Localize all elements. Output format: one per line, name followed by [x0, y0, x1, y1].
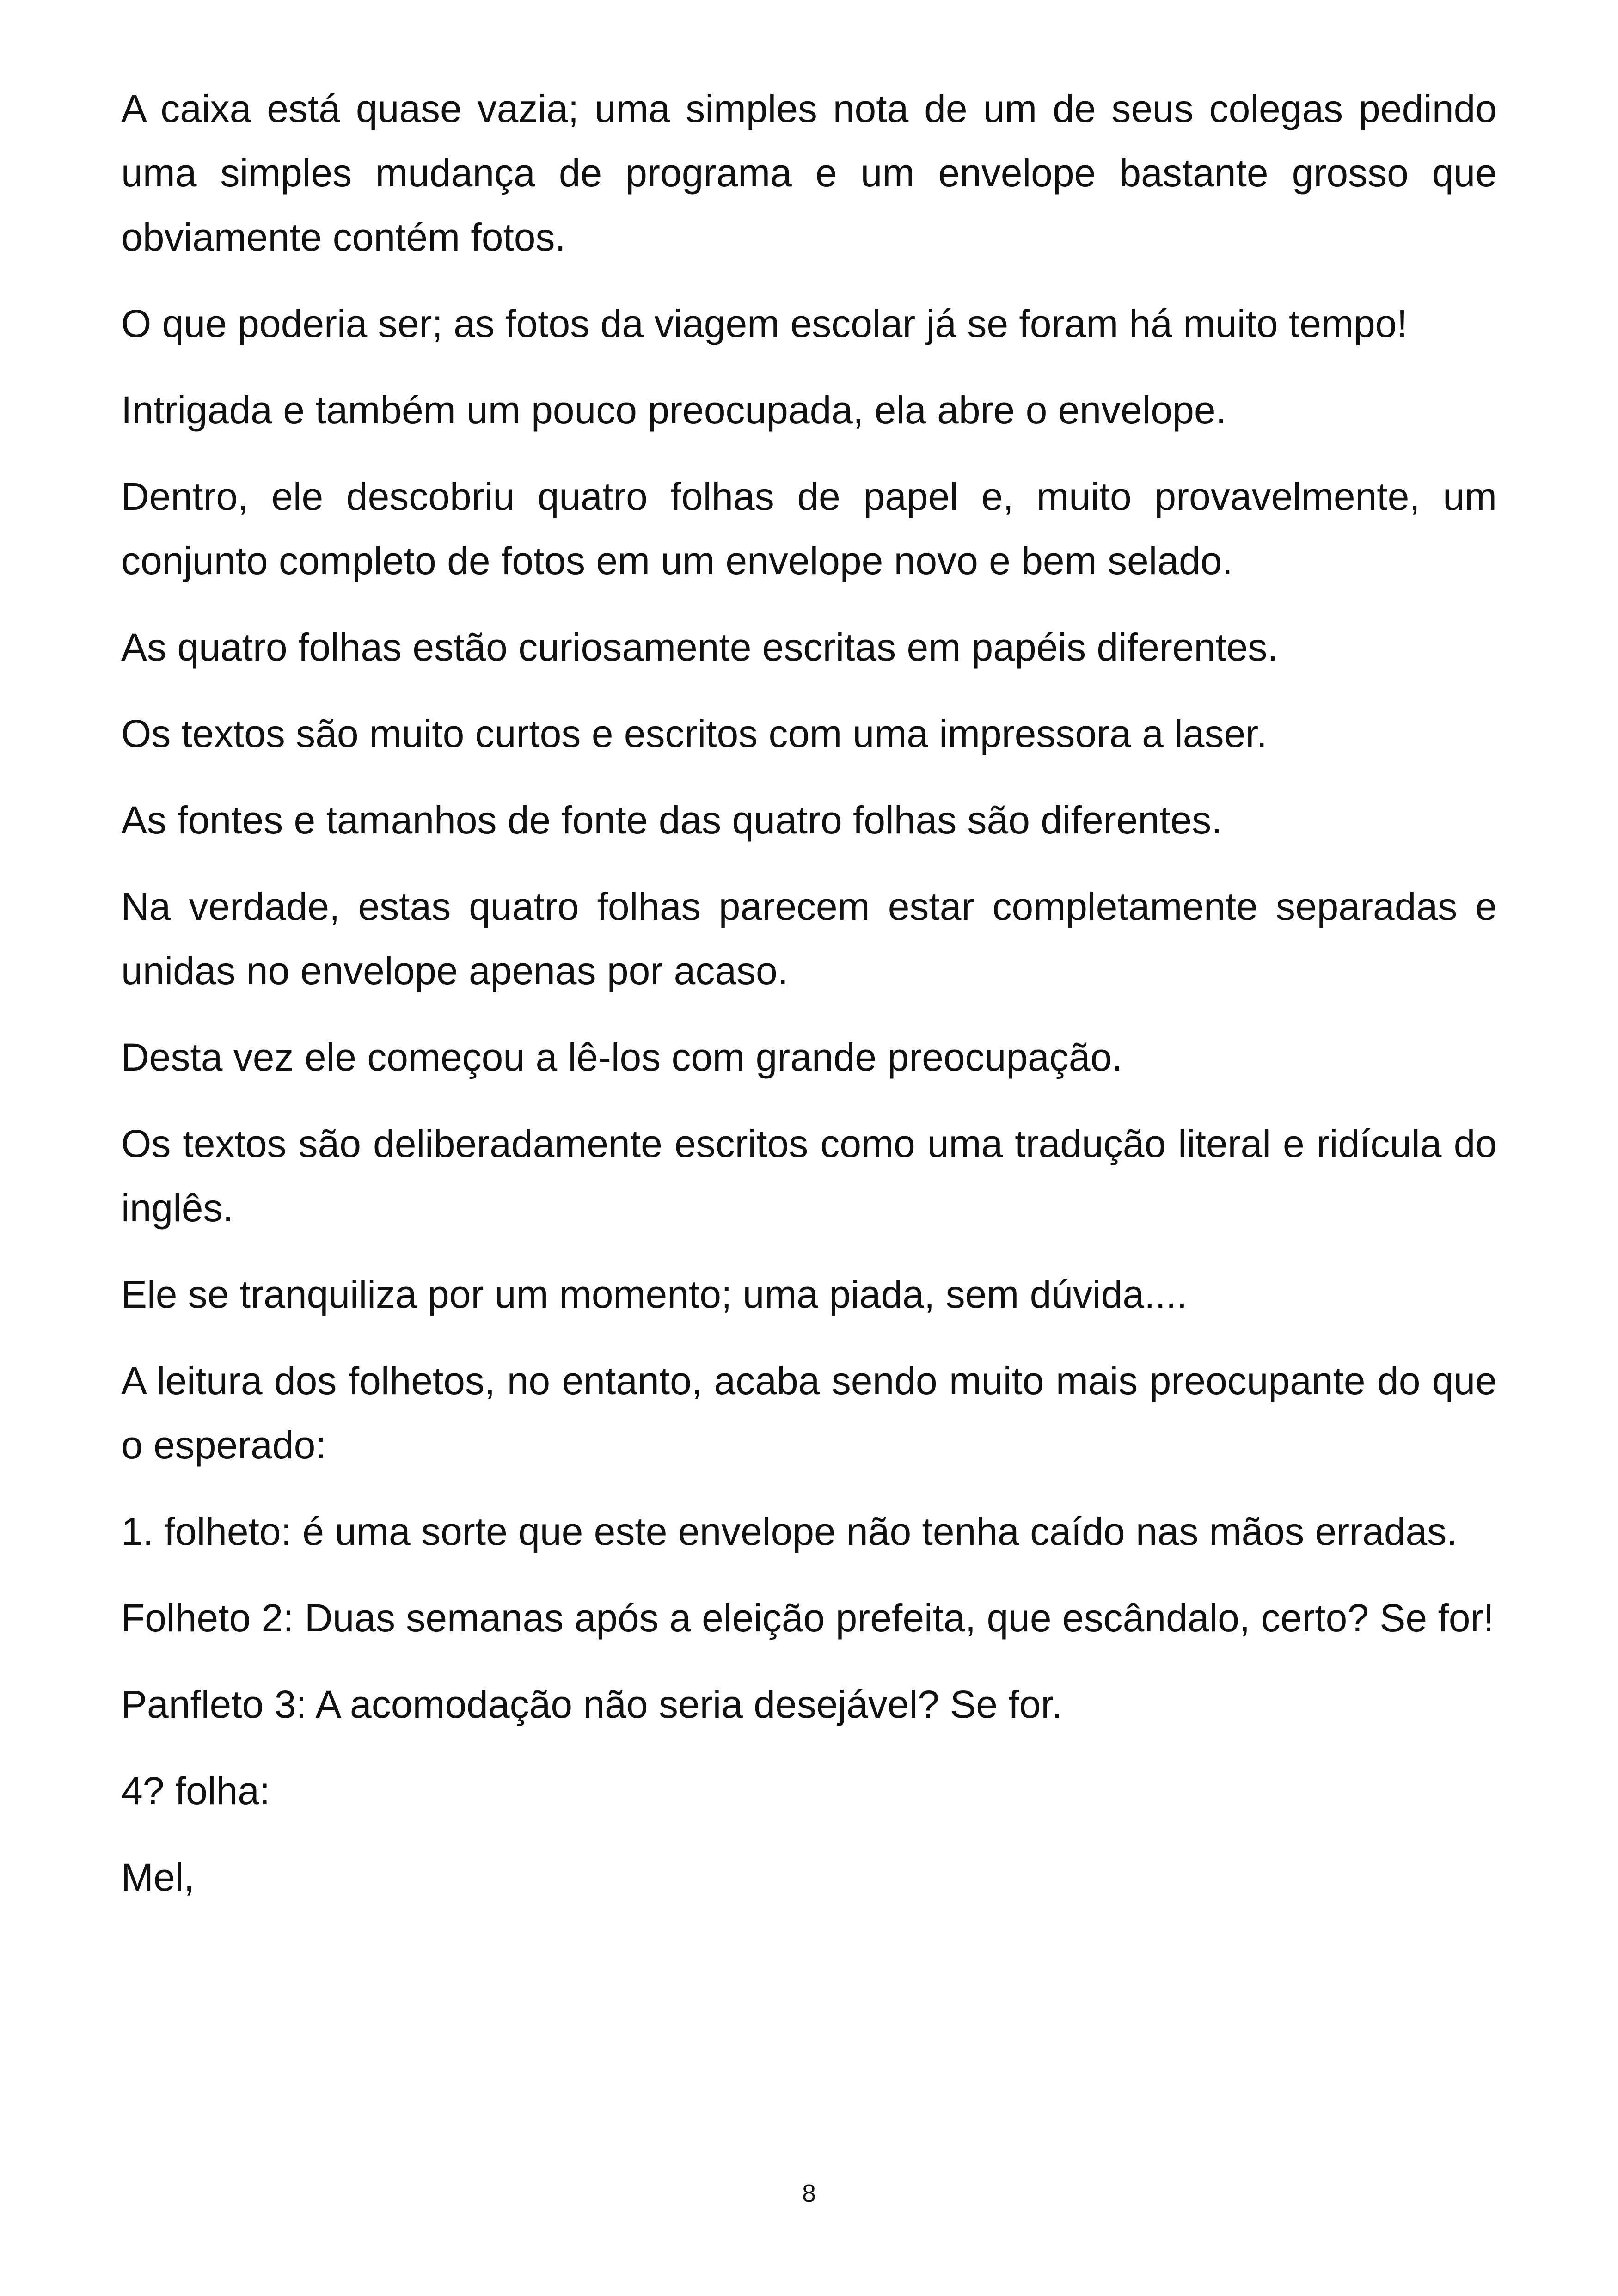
paragraph: Ele se tranquiliza por um momento; uma piada, sem dúvida....	[121, 1273, 1188, 1316]
paragraph: O que poderia ser; as fotos da viagem escolar já se foram há muito tempo!	[121, 302, 1408, 345]
paragraph: Dentro, ele descobriu quatro folhas de papel e, muito provavelmente, um conjunto completo de fotos em um envelope novo e bem selado.	[121, 475, 1497, 582]
paragraph: Folheto 2: Duas semanas após a eleição prefeita, que escândalo, certo? Se for!	[121, 1596, 1494, 1640]
paragraph: Mel,	[121, 1855, 195, 1899]
paragraph: A leitura dos folhetos, no entanto, acaba sendo muito mais preocupante do que o esperado:	[121, 1359, 1497, 1467]
paragraph: 1. folheto: é uma sorte que este envelope não tenha caído nas mãos erradas.	[121, 1510, 1458, 1553]
paragraph: A caixa está quase vazia; uma simples nota de um de seus colegas pedindo uma simples mudança de programa e um envelope bastante grosso que obviamente contém fotos.	[121, 87, 1497, 259]
paragraph: 4? folha:	[121, 1769, 270, 1812]
body-text	[121, 77, 1497, 1932]
paragraph: Na verdade, estas quatro folhas parecem estar completamente separadas e unidas no envelope apenas por acaso.	[121, 885, 1497, 992]
paragraph: As fontes e tamanhos de fonte das quatro folhas são diferentes.	[121, 798, 1222, 842]
paragraph: Panfleto 3: A acomodação não seria desejável? Se for.	[121, 1683, 1063, 1726]
paragraph: Os textos são muito curtos e escritos com uma impressora a laser.	[121, 712, 1267, 755]
paragraph: As quatro folhas estão curiosamente escritas em papéis diferentes.	[121, 625, 1278, 669]
paragraph: Desta vez ele começou a lê-los com grande preocupação.	[121, 1035, 1123, 1079]
paragraph: Os textos são deliberadamente escritos como uma tradução literal e ridícula do inglês.	[121, 1122, 1497, 1230]
page-number: 8	[802, 2180, 816, 2207]
paragraph: Intrigada e também um pouco preocupada, ela abre o envelope.	[121, 388, 1226, 432]
